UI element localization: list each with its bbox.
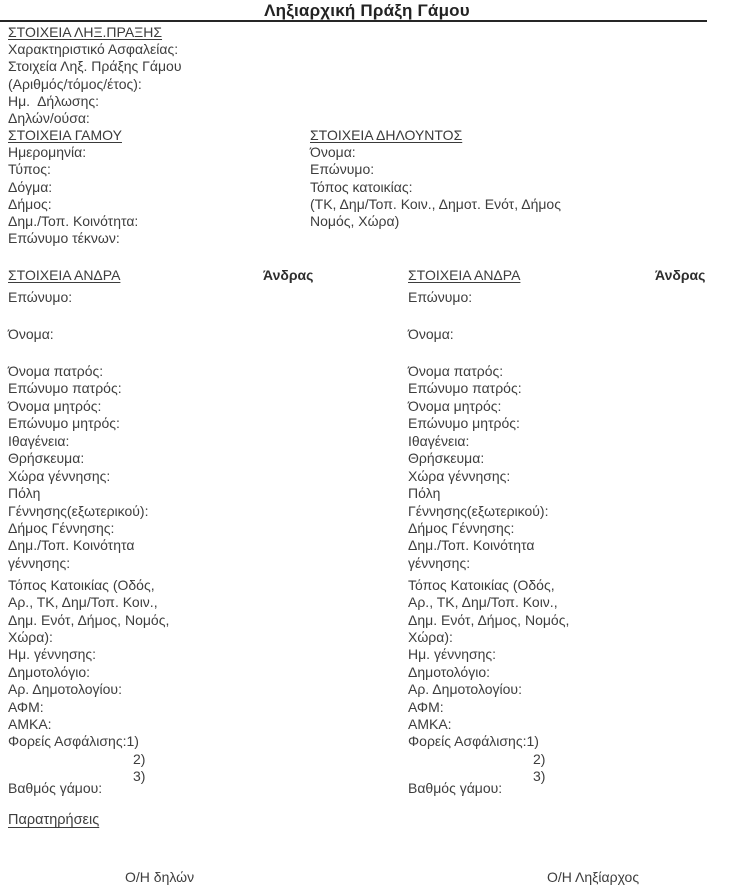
form-field-label: Όνομα: — [310, 144, 356, 161]
spouse-field-label: Βαθμός γάμου: — [408, 780, 503, 796]
spouse-field-label: Θρήσκευμα: — [408, 450, 485, 466]
spouse-field-label: Πόλη — [8, 485, 41, 501]
spouse-field-label: Δήμος Γέννησης: — [408, 520, 515, 536]
spouse-field-label: ΑΦΜ: — [8, 699, 44, 715]
form-field-label: Επώνυμο: — [310, 161, 375, 178]
spouse-field-label: Δημ./Τοπ. Κοινότητα — [408, 537, 535, 553]
form-field-label: Δημ./Τοπ. Κοινότητα: — [8, 212, 139, 229]
spouse-right-header: ΣΤΟΙΧΕΙΑ ΑΝΔΡΑ — [408, 267, 521, 283]
declarant-details-section — [310, 127, 561, 230]
notes-section-header: Παρατηρήσεις — [8, 812, 100, 828]
form-field-label: Χαρακτηριστικό Ασφαλείας: — [8, 41, 179, 58]
signature-registrar: Ο/Η Ληξίαρχος — [547, 869, 640, 885]
spouse-field-label: 3) — [533, 768, 546, 784]
spouse-field-label: Χώρα): — [8, 629, 53, 645]
registry-section-header: ΣΤΟΙΧΕΙΑ ΛΗΞ.ΠΡΑΞΗΣ — [8, 24, 163, 40]
spouse-field-label: Χώρα): — [408, 629, 453, 645]
spouse-left-header: ΣΤΟΙΧΕΙΑ ΑΝΔΡΑ — [8, 267, 121, 283]
form-field-label: Ημερομηνία: — [8, 144, 87, 161]
form-field-label: Δόγμα: — [8, 178, 53, 195]
spouse-field-label: Αρ., ΤΚ, Δημ/Τοπ. Κοιν., — [408, 594, 558, 610]
spouse-field-label: Δημ. Ενότ, Δήμος, Νομός, — [8, 612, 170, 628]
form-field-label: Τύπος: — [8, 161, 51, 178]
spouse-field-label: Ιθαγένεια: — [408, 433, 470, 449]
spouse-field-label: Επώνυμο μητρός: — [408, 415, 520, 431]
spouse-field-label: Χώρα γέννησης: — [408, 468, 511, 484]
spouse-field-label: ΑΜΚΑ: — [8, 716, 52, 732]
spouse-field-label: Δημοτολόγιο: — [8, 664, 91, 680]
spouse-right-fields — [408, 289, 708, 799]
form-field-label: Επώνυμο τέκνων: — [8, 230, 120, 247]
form-field-label: Δηλών/ούσα: — [8, 109, 90, 126]
spouse-field-label: Επώνυμο πατρός: — [8, 380, 122, 396]
spouse-field-label: ΑΦΜ: — [408, 699, 444, 715]
spouse-field-label: Όνομα: — [408, 326, 454, 342]
signature-declarant: Ο/Η δηλών — [125, 869, 195, 885]
marriage-details-section — [8, 127, 138, 247]
spouse-field-label: 2) — [533, 751, 546, 767]
spouse-field-label: Όνομα: — [8, 326, 54, 342]
form-field-label: Ημ. Δήλωσης: — [8, 92, 99, 109]
declarant-section-header: ΣΤΟΙΧΕΙΑ ΔΗΛΟΥΝΤΟΣ — [310, 127, 463, 143]
spouse-field-label: Φορείς Ασφάλισης:1) — [408, 733, 539, 749]
spouse-field-label: Πόλη — [408, 485, 441, 501]
spouse-field-label: Επώνυμο: — [408, 289, 473, 305]
spouse-field-label: Δήμος Γέννησης: — [8, 520, 115, 536]
spouse-field-label: 3) — [133, 768, 146, 784]
form-field-label: (ΤΚ, Δημ/Τοπ. Κοιν., Δημοτ. Ενότ, Δήμος — [310, 195, 561, 212]
spouse-field-label: Δημ. Ενότ, Δήμος, Νομός, — [408, 612, 570, 628]
spouse-field-label: Επώνυμο πατρός: — [408, 380, 522, 396]
spouse-field-label: Χώρα γέννησης: — [8, 468, 111, 484]
spouse-field-label: Ιθαγένεια: — [8, 433, 70, 449]
title-divider — [0, 20, 707, 22]
spouse-field-label: Δημοτολόγιο: — [408, 664, 491, 680]
spouse-field-label: Φορείς Ασφάλισης:1) — [8, 733, 139, 749]
spouse-field-label: Βαθμός γάμου: — [8, 780, 103, 796]
spouse-field-label: Όνομα πατρός: — [408, 363, 504, 379]
marriage-section-header: ΣΤΟΙΧΕΙΑ ΓΑΜΟΥ — [8, 127, 122, 143]
spouse-field-label: γέννησης: — [408, 555, 471, 571]
spouse-left-gender-tag: Άνδρας — [263, 267, 314, 283]
form-field-label: Δήμος: — [8, 195, 52, 212]
spouse-field-label: Γέννησης(εξωτερικού): — [408, 503, 549, 519]
spouse-field-label: Ημ. γέννησης: — [8, 646, 97, 662]
form-field-label: Νομός, Χώρα) — [310, 212, 400, 229]
page-title: Ληξιαρχική Πράξη Γάμου — [264, 1, 470, 20]
spouse-field-label: Αρ. Δημοτολογίου: — [408, 681, 522, 697]
spouse-field-label: Επώνυμο: — [8, 289, 73, 305]
spouse-field-label: ΑΜΚΑ: — [408, 716, 452, 732]
registry-act-section — [8, 24, 181, 127]
spouse-field-label: Αρ. Δημοτολογίου: — [8, 681, 122, 697]
spouse-field-label: Τόπος Κατοικίας (Οδός, — [8, 577, 155, 593]
spouse-field-label: Τόπος Κατοικίας (Οδός, — [408, 577, 555, 593]
spouse-field-label: γέννησης: — [8, 555, 71, 571]
spouse-field-label: Ημ. γέννησης: — [408, 646, 497, 662]
spouse-field-label: Όνομα μητρός: — [8, 398, 102, 414]
form-field-label: Στοιχεία Ληξ. Πράξης Γάμου — [8, 58, 182, 75]
declarant-section-lines — [310, 144, 561, 230]
registry-section-lines — [8, 41, 181, 127]
spouse-field-label: 2) — [133, 751, 146, 767]
spouse-right-gender-tag: Άνδρας — [655, 267, 706, 283]
form-field-label: Τόπος κατοικίας: — [310, 178, 413, 195]
spouse-field-label: Όνομα μητρός: — [408, 398, 502, 414]
spouse-field-label: Αρ., ΤΚ, Δημ/Τοπ. Κοιν., — [8, 594, 158, 610]
spouse-field-label: Γέννησης(εξωτερικού): — [8, 503, 149, 519]
spouse-field-label: Δημ./Τοπ. Κοινότητα — [8, 537, 135, 553]
form-field-label: (Αριθμός/τόμος/έτος): — [8, 75, 142, 92]
marriage-section-lines — [8, 144, 138, 247]
spouse-field-label: Όνομα πατρός: — [8, 363, 104, 379]
spouse-field-label: Θρήσκευμα: — [8, 450, 85, 466]
spouse-field-label: Επώνυμο μητρός: — [8, 415, 120, 431]
spouse-left-fields — [8, 289, 308, 799]
